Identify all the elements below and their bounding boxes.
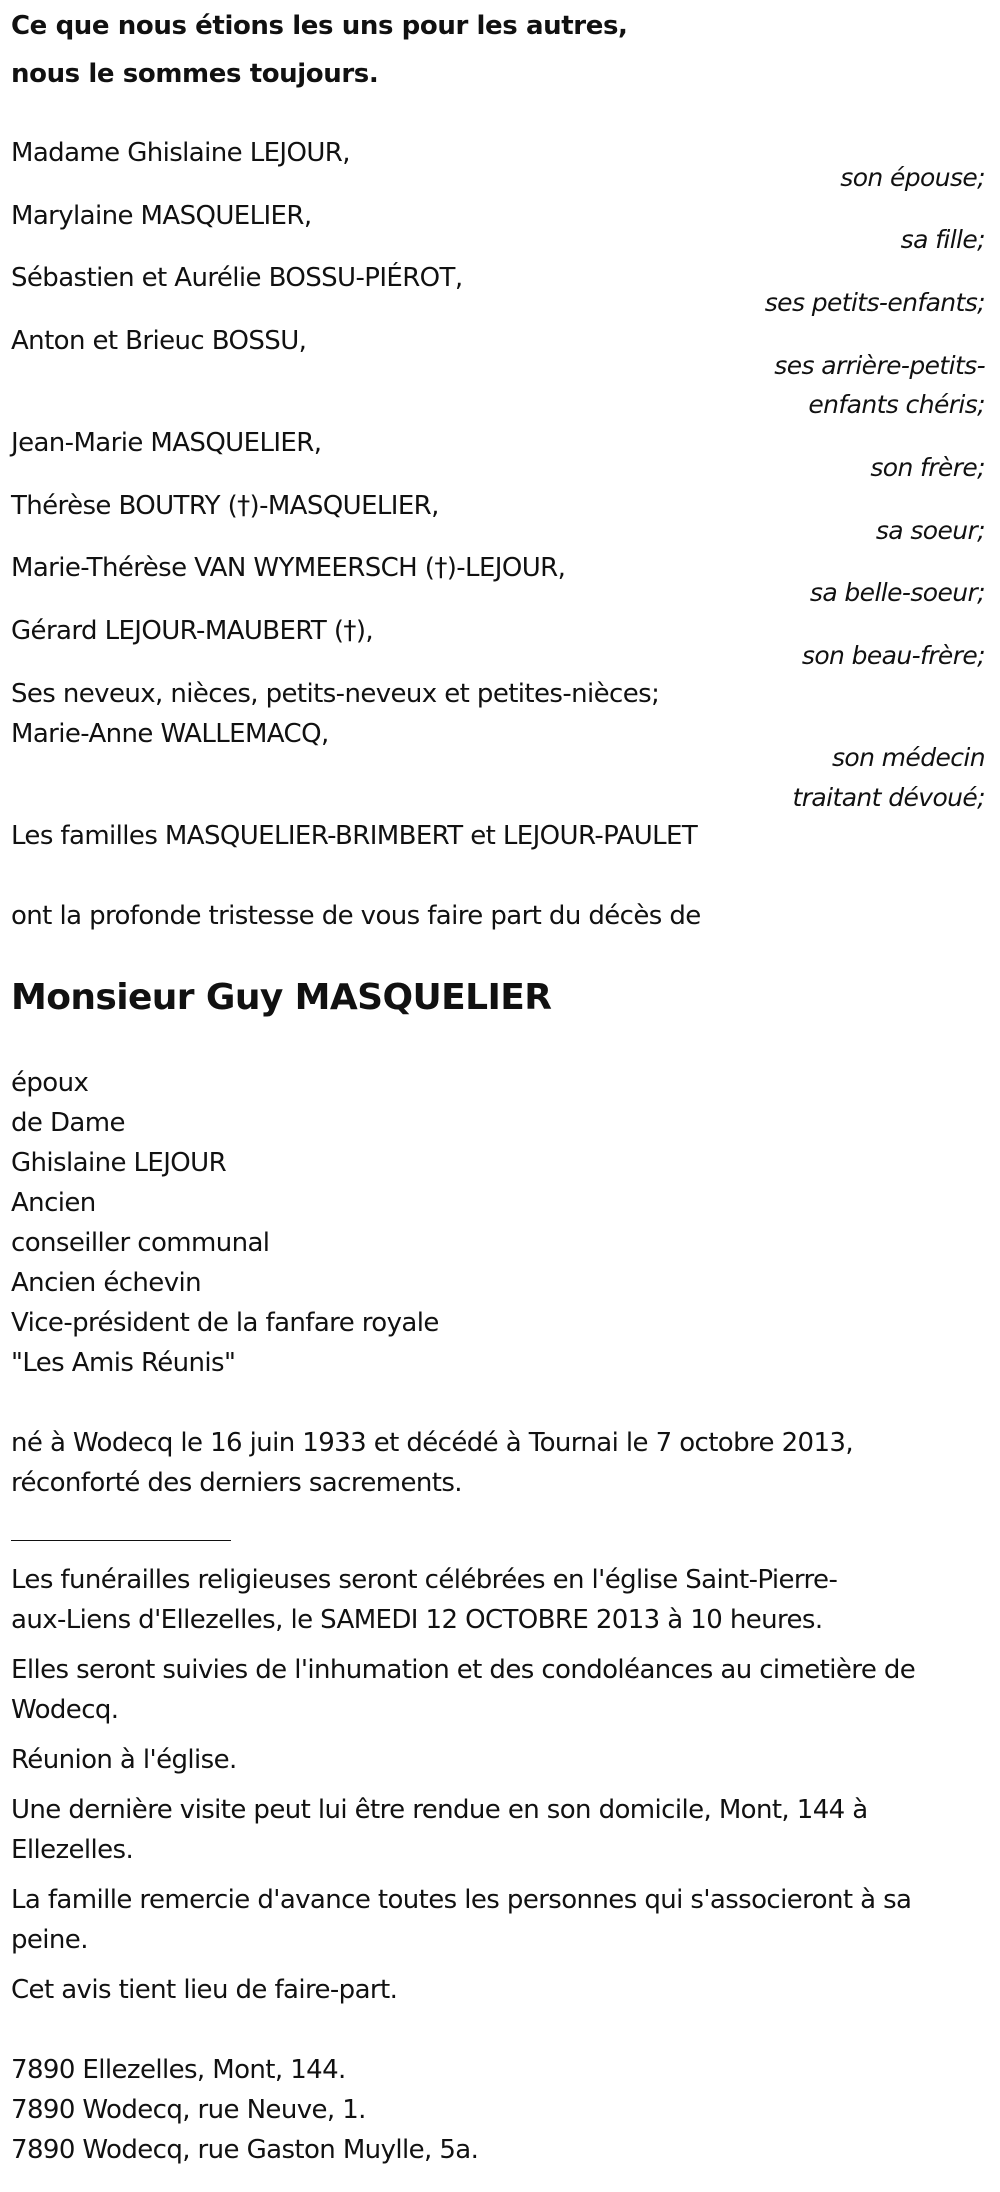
family-member-relation: son beau-frère; — [801, 641, 985, 670]
family-member-relation: sa fille; — [900, 225, 985, 254]
family-member-relation: enfants chéris; — [808, 390, 985, 419]
title-line: Ancien — [11, 1188, 96, 1218]
family-member-name: Madame Ghislaine LEJOUR, — [11, 138, 350, 168]
announcement-text: ont la profonde tristesse de vous faire part du décès de — [11, 901, 701, 931]
thanks-line: peine. — [11, 1925, 88, 1955]
birth-death-line: réconforté des derniers sacrements. — [11, 1468, 462, 1498]
title-line: conseiller communal — [11, 1228, 270, 1258]
family-member-name: Marylaine MASQUELIER, — [11, 201, 312, 231]
epitaph-quote-line-2: nous le sommes toujours. — [11, 59, 379, 89]
family-member-relation: son médecin — [831, 743, 985, 772]
title-line: Ancien échevin — [11, 1268, 201, 1298]
burial-line: Wodecq. — [11, 1695, 119, 1725]
family-member-name: Marie-Thérèse VAN WYMEERSCH (†)-LEJOUR, — [11, 553, 566, 583]
family-member-relation: sa soeur; — [875, 516, 985, 545]
title-line: Ghislaine LEJOUR — [11, 1148, 227, 1178]
family-member-relation: sa belle-soeur; — [809, 578, 985, 607]
visit-line: Une dernière visite peut lui être rendue en son domicile, Mont, 144 à — [11, 1795, 868, 1825]
separator-line — [11, 1540, 231, 1541]
ceremony-line: aux-Liens d'Ellezelles, le SAMEDI 12 OCTOBRE 2013 à 10 heures. — [11, 1605, 823, 1635]
birth-death-line: né à Wodecq le 16 juin 1933 et décédé à Tournai le 7 octobre 2013, — [11, 1428, 854, 1458]
meeting-line: Réunion à l'église. — [11, 1745, 237, 1775]
address-line: 7890 Wodecq, rue Neuve, 1. — [11, 2095, 366, 2125]
family-member-name: Gérard LEJOUR-MAUBERT (†), — [11, 616, 374, 646]
title-line: "Les Amis Réunis" — [11, 1348, 236, 1378]
family-member-relation: traitant dévoué; — [792, 783, 985, 812]
address-line: 7890 Wodecq, rue Gaston Muylle, 5a. — [11, 2135, 479, 2165]
family-member-name: Thérèse BOUTRY (†)-MASQUELIER, — [11, 491, 439, 521]
family-member-name: Sébastien et Aurélie BOSSU-PIÉROT, — [11, 263, 463, 293]
ceremony-line: Les funérailles religieuses seront célébrées en l'église Saint-Pierre- — [11, 1565, 838, 1595]
notice-line: Cet avis tient lieu de faire-part. — [11, 1975, 398, 2005]
family-member-relation: ses petits-enfants; — [764, 288, 985, 317]
family-member-relation: son frère; — [870, 453, 985, 482]
burial-line: Elles seront suivies de l'inhumation et des condoléances au cimetière de — [11, 1655, 916, 1685]
deceased-name: Monsieur Guy MASQUELIER — [11, 977, 552, 1018]
address-line: 7890 Ellezelles, Mont, 144. — [11, 2055, 346, 2085]
family-member-name: Ses neveux, nièces, petits-neveux et petites-nièces; — [11, 679, 660, 709]
visit-line: Ellezelles. — [11, 1835, 134, 1865]
family-member-relation: son épouse; — [840, 163, 985, 192]
title-line: Vice-président de la fanfare royale — [11, 1308, 439, 1338]
epitaph-quote-line-1: Ce que nous étions les uns pour les autres, — [11, 11, 628, 41]
title-line: époux — [11, 1068, 89, 1098]
family-member-name: Marie-Anne WALLEMACQ, — [11, 719, 329, 749]
family-member-name: Jean-Marie MASQUELIER, — [11, 428, 322, 458]
title-line: de Dame — [11, 1108, 125, 1138]
families-line: Les familles MASQUELIER-BRIMBERT et LEJOUR-PAULET — [11, 821, 698, 851]
family-member-relation: ses arrière-petits- — [774, 351, 985, 380]
thanks-line: La famille remercie d'avance toutes les personnes qui s'associeront à sa — [11, 1885, 912, 1915]
family-member-name: Anton et Brieuc BOSSU, — [11, 326, 307, 356]
